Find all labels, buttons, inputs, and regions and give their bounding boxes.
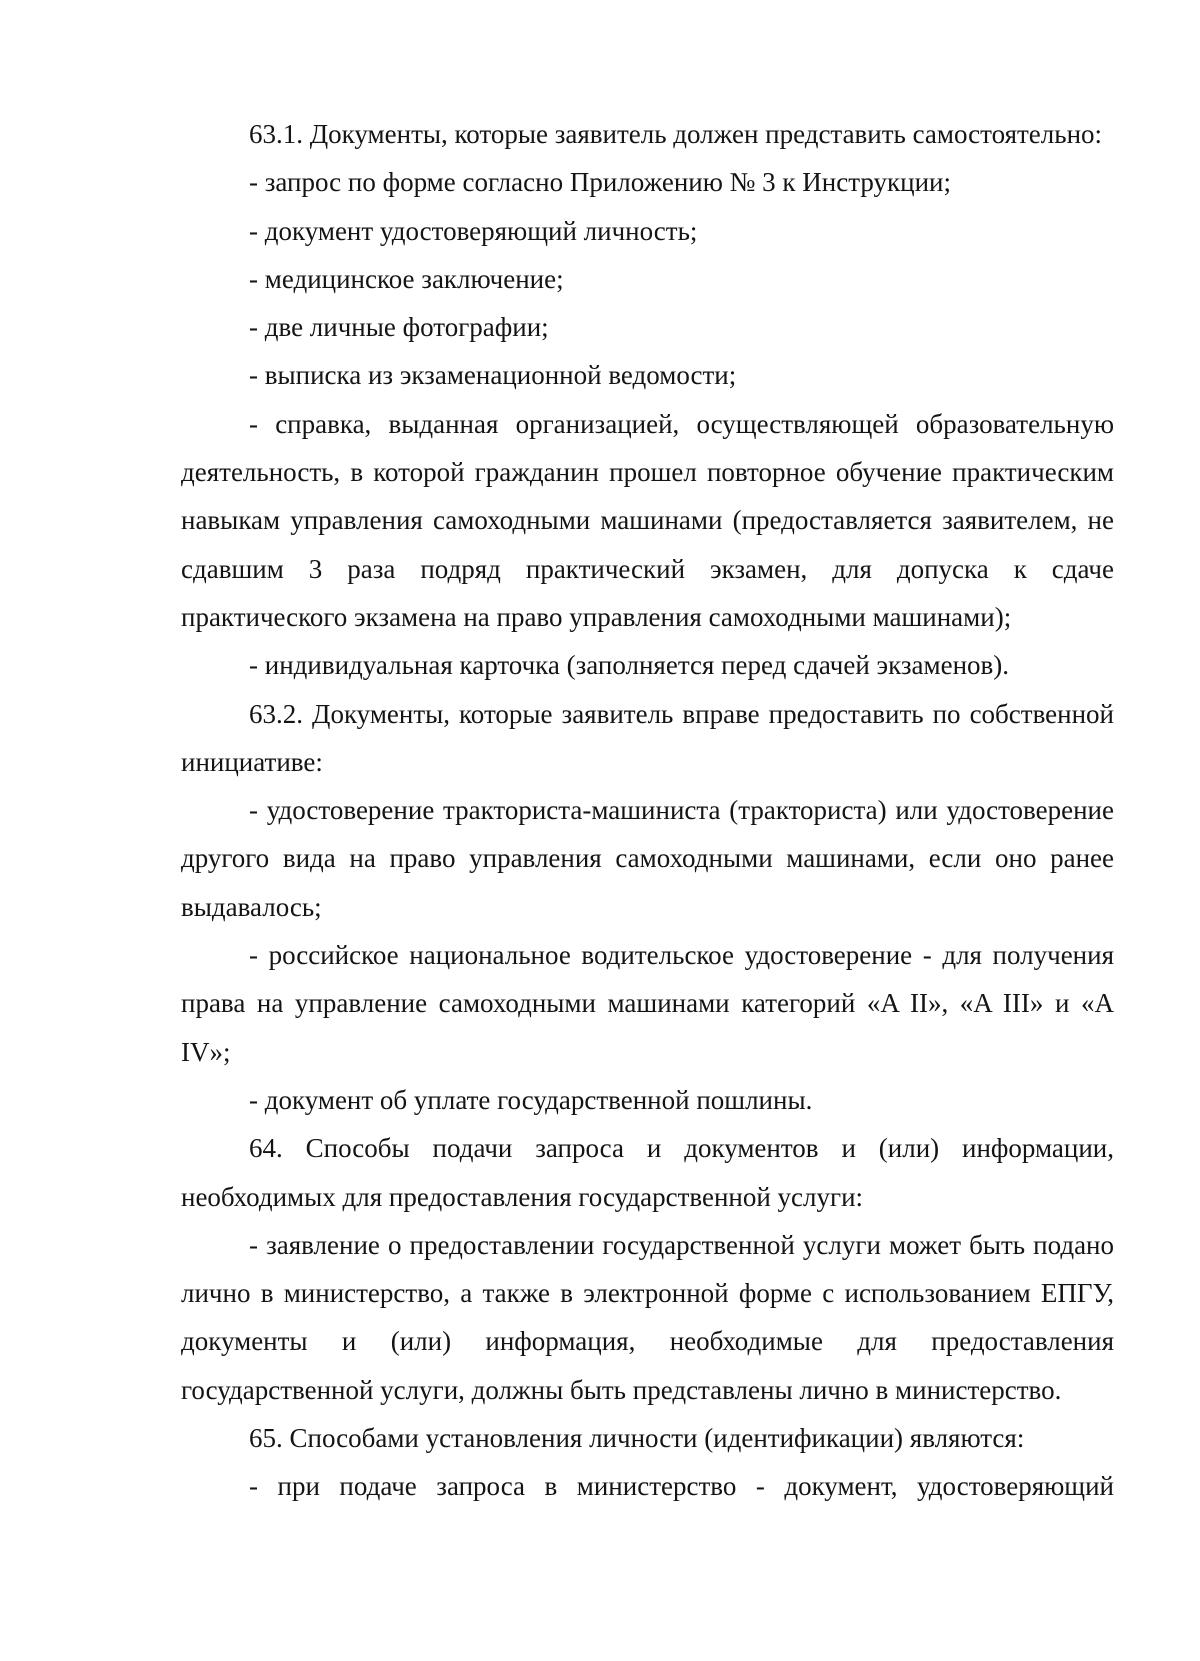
list-item-tractor-license: - удостоверение тракториста-машиниста (тракториста) или удостоверение другого вида на право управления самоходными машинами, если оно ранее выдавалось; <box>181 795 1114 922</box>
list-item-medical-certificate: - медицинское заключение; <box>249 263 564 294</box>
list-item-identification-ministry: - при подаче запроса в министерство - документ, удостоверяющий <box>249 1471 1114 1502</box>
list-item-driver-license: - российское национальное водительское удостоверение - для получения права на управление самоходными машинами категорий «A II», «A III» и «A IV»; <box>181 940 1114 1067</box>
paragraph-64: 64. Способы подачи запроса и документов и (или) информации, необходимых для предоставления государственной услуги: <box>181 1133 1114 1212</box>
list-item-submission-method: - заявление о предоставлении государственной услуги может быть подано лично в министерство, а также в электронной форме с использованием ЕПГУ, документы и (или) информация, необходимые для предоставления государственной услуги, должны быть представлены лично в министерство. <box>181 1229 1114 1405</box>
paragraph-63-1: 63.1. Документы, которые заявитель должен представить самостоятельно: <box>249 119 1103 149</box>
paragraph-65: 65. Способами установления личности (идентификации) являются: <box>249 1423 1025 1454</box>
list-item-individual-card: - индивидуальная карточка (заполняется перед сдачей экзаменов). <box>249 650 1010 681</box>
list-item-training-certificate: - справка, выданная организацией, осуществляющей образовательную деятельность, в которой гражданин прошел повторное обучение практическим навыкам управления самоходными машинами (предоставляется заявителем, не сдавшим 3 раза подряд практический экзамен, для допуска к сдаче практического экзамена на право управления самоходными машинами); <box>181 408 1114 632</box>
list-item-state-fee: - документ об уплате государственной пошлины. <box>249 1084 813 1115</box>
paragraph-63-2: 63.2. Документы, которые заявитель вправе предоставить по собственной инициативе: <box>181 698 1114 777</box>
list-item-photos: - две личные фотографии; <box>249 312 549 343</box>
list-item-exam-extract: - выписка из экзаменационной ведомости; <box>249 360 737 391</box>
document-body <box>181 110 1114 1511</box>
list-item-request-form: - запрос по форме согласно Приложению № 3 к Инструкции; <box>249 167 951 198</box>
list-item-identity-document: - документ удостоверяющий личность; <box>249 215 698 246</box>
